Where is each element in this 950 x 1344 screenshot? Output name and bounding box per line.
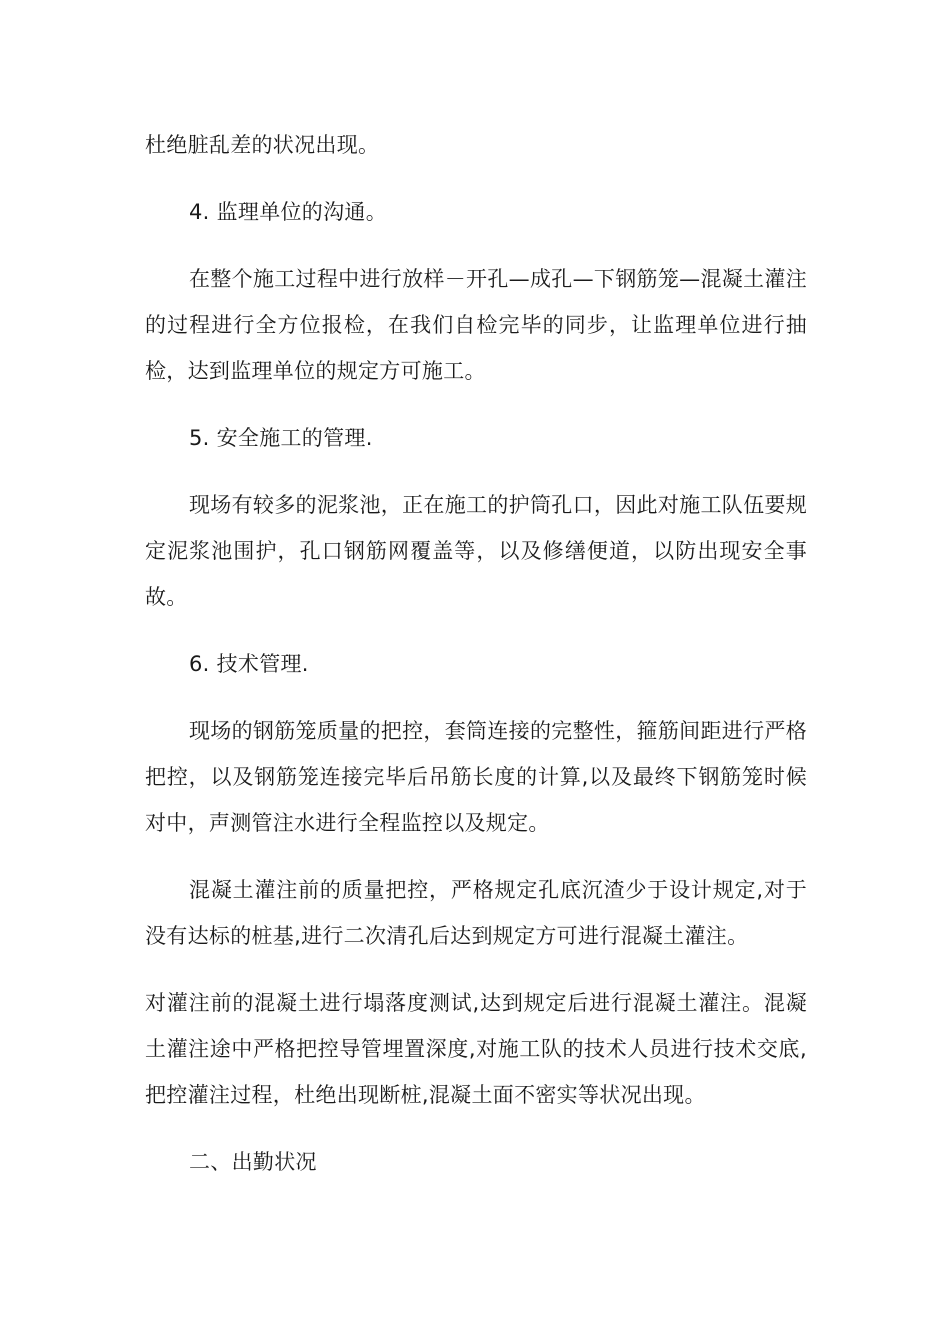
paragraph-supervision: 在整个施工过程中进行放样－开孔—成孔—下钢筋笼—混凝土灌注的过程进行全方位报检，在我们自检完毕的同步，让监理单位进行抽检，达到监理单位的规定方可施工。: [145, 267, 807, 383]
document-body: [145, 122, 807, 1206]
section-heading-technical: 6. 技术管理.: [189, 652, 309, 676]
paragraph-concrete-quality: 混凝土灌注前的质量把控，严格规定孔底沉渣少于设计规定,对于没有达标的桩基,进行二次清孔后达到规定方可进行混凝土灌注。: [145, 878, 807, 948]
paragraph-rebar-cage: 现场的钢筋笼质量的把控，套筒连接的完整性，箍筋间距进行严格把控，以及钢筋笼连接完毕后吊筋长度的计算,以及最终下钢筋笼时候对中，声测管注水进行全程监控以及规定。: [145, 719, 807, 835]
section-heading-supervision: 4. 监理单位的沟通。: [189, 200, 388, 224]
paragraph-safety: 现场有较多的泥浆池，正在施工的护筒孔口，因此对施工队伍要规定泥浆池围护，孔口钢筋网覆盖等，以及修缮便道，以防出现安全事故。: [145, 493, 807, 609]
paragraph-continuation: 杜绝脏乱差的状况出现。: [145, 133, 380, 157]
section-heading-safety: 5. 安全施工的管理.: [189, 426, 373, 450]
paragraph-slump-test: 对灌注前的混凝土进行塌落度测试,达到规定后进行混凝土灌注。混凝土灌注途中严格把控导管埋置深度,对施工队的技术人员进行技术交底,把控灌注过程，杜绝出现断桩,混凝土面不密实等状况出现。: [145, 991, 807, 1107]
section-heading-attendance: 二、出勤状况: [189, 1150, 317, 1174]
